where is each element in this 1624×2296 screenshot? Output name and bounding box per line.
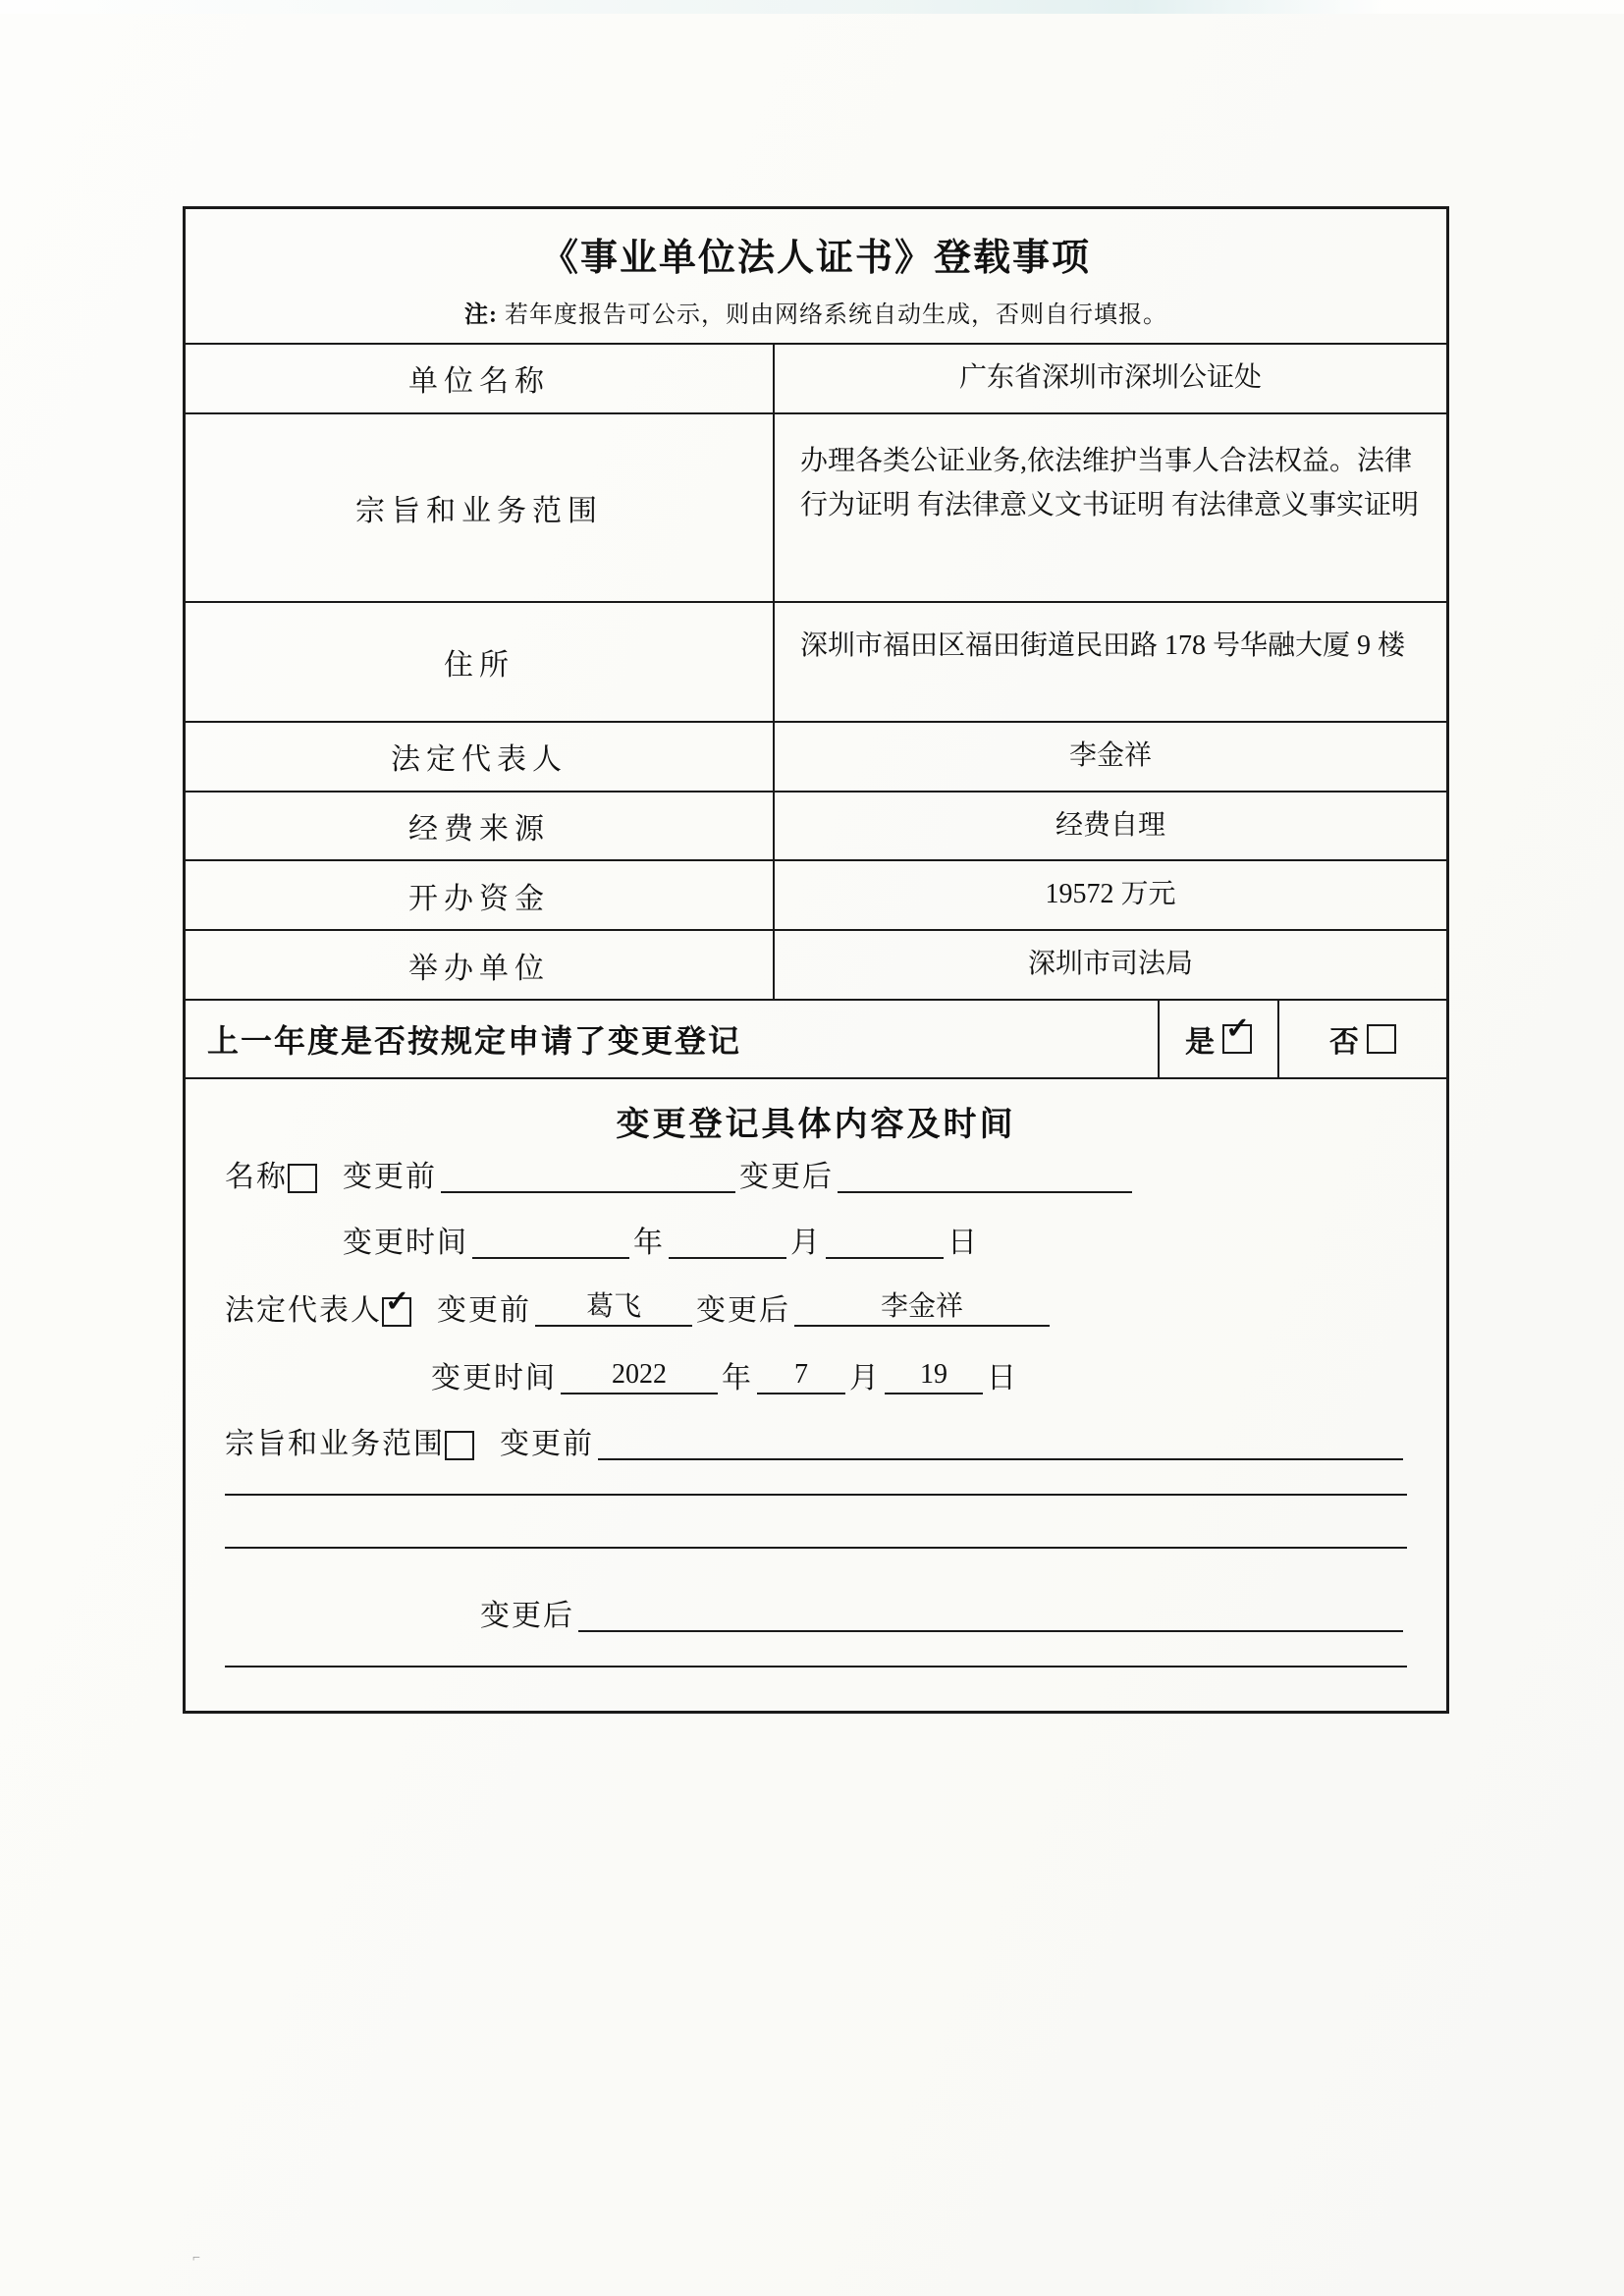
field-value-purpose-scope: 办理各类公证业务,依法维护当事人合法权益。法律行为证明 有法律意义文书证明 有法律意义事实证明	[800, 445, 1420, 520]
change-detail-body	[186, 1157, 1446, 1711]
change-scope-before-line-3[interactable]	[225, 1547, 1407, 1549]
change-name-row	[225, 1161, 1407, 1193]
checkbox-scope-icon[interactable]	[445, 1431, 474, 1460]
change-scope-before-line-2[interactable]	[225, 1494, 1407, 1496]
change-legal-rep-time-day[interactable]: 19	[885, 1360, 983, 1394]
field-label-address: 住所	[186, 603, 775, 721]
form-table	[183, 206, 1449, 1714]
change-legal-rep-after-label: 变更后	[696, 1293, 790, 1327]
change-name-before-value[interactable]	[441, 1189, 735, 1193]
change-detail-section	[186, 1079, 1446, 1711]
table-row	[186, 603, 1446, 723]
checkbox-no-icon[interactable]	[1367, 1024, 1396, 1054]
change-name-time-day[interactable]	[826, 1255, 944, 1259]
change-legal-rep-time-year-unit: 年	[722, 1361, 753, 1394]
change-legal-rep-time-month[interactable]: 7	[757, 1360, 845, 1394]
change-scope-after-row	[225, 1600, 1407, 1632]
change-legal-rep-time-label: 变更时间	[431, 1361, 557, 1394]
form-note-prefix: 注:	[464, 302, 498, 328]
change-name-label: 名称	[225, 1160, 288, 1193]
change-name-after-label: 变更后	[739, 1160, 834, 1193]
change-question-text: 上一年度是否按规定申请了变更登记	[186, 1001, 1160, 1077]
table-row	[186, 414, 1446, 603]
change-name-before-label: 变更前	[343, 1160, 437, 1193]
field-value-organizer: 深圳市司法局	[1027, 949, 1193, 980]
table-row	[186, 723, 1446, 793]
field-label-unit-name: 单位名称	[186, 345, 775, 412]
table-row	[186, 861, 1446, 931]
change-question-yes-option[interactable]	[1160, 1001, 1279, 1077]
form-note	[186, 295, 1446, 329]
change-legal-rep-label: 法定代表人	[225, 1293, 382, 1327]
field-label-purpose-scope: 宗旨和业务范围	[186, 414, 775, 601]
change-scope-after-label: 变更后	[480, 1599, 574, 1632]
field-label-organizer: 举办单位	[186, 931, 775, 999]
change-name-time-month-unit: 月	[790, 1226, 822, 1259]
change-scope-row	[225, 1428, 1407, 1460]
change-scope-label: 宗旨和业务范围	[225, 1427, 445, 1460]
change-legal-rep-time-month-unit: 月	[849, 1361, 881, 1394]
change-scope-before-value[interactable]	[598, 1456, 1403, 1460]
table-row	[186, 793, 1446, 862]
field-value-legal-rep: 李金祥	[1068, 739, 1152, 771]
field-value-address: 深圳市福田区福田街道民田路 178 号华融大厦 9 楼	[800, 629, 1406, 661]
change-name-after-value[interactable]	[838, 1189, 1132, 1193]
table-row	[186, 345, 1446, 414]
change-legal-rep-before-value[interactable]: 葛飞	[535, 1292, 692, 1327]
change-scope-after-line-2[interactable]	[225, 1666, 1407, 1667]
change-legal-rep-time-row	[225, 1360, 1407, 1394]
change-registration-question-row	[186, 1001, 1446, 1079]
change-question-no-option[interactable]	[1279, 1001, 1446, 1077]
change-question-no-label: 否	[1329, 1025, 1359, 1059]
change-name-time-day-unit: 日	[947, 1226, 979, 1259]
change-name-time-month[interactable]	[669, 1255, 786, 1259]
field-label-legal-rep: 法定代表人	[186, 723, 775, 791]
change-name-time-year[interactable]	[472, 1255, 629, 1259]
scan-footer-mark: ⌐	[192, 2251, 200, 2266]
change-scope-after-value[interactable]	[578, 1628, 1403, 1632]
title-block	[186, 209, 1446, 345]
checkbox-legal-rep-icon[interactable]	[382, 1297, 411, 1327]
page-title: 《事业单位法人证书》登载事项	[540, 238, 1091, 279]
change-section-title: 变更登记具体内容及时间	[616, 1106, 1016, 1143]
field-value-startup-capital: 19572 万元	[1045, 879, 1176, 910]
field-value-unit-name: 广东省深圳市深圳公证处	[958, 362, 1262, 393]
change-legal-rep-after-value[interactable]: 李金祥	[794, 1292, 1050, 1327]
checkbox-name-icon[interactable]	[288, 1164, 317, 1193]
change-name-time-row	[225, 1227, 1407, 1259]
checkbox-yes-icon[interactable]	[1222, 1024, 1252, 1054]
change-question-yes-label: 是	[1185, 1025, 1215, 1059]
change-legal-rep-time-day-unit: 日	[987, 1361, 1018, 1394]
form-note-text: 若年度报告可公示，则由网络系统自动生成，否则自行填报。	[498, 302, 1167, 328]
change-legal-rep-before-label: 变更前	[437, 1293, 531, 1327]
table-row	[186, 931, 1446, 1001]
field-label-startup-capital: 开办资金	[186, 861, 775, 929]
scan-edge	[0, 0, 1624, 14]
change-scope-before-label: 变更前	[500, 1427, 594, 1460]
field-value-funding-source: 经费自理	[1055, 809, 1165, 841]
change-name-time-label: 变更时间	[343, 1226, 468, 1259]
change-legal-rep-row	[225, 1292, 1407, 1327]
change-name-time-year-unit: 年	[633, 1226, 665, 1259]
change-legal-rep-time-year[interactable]: 2022	[561, 1360, 718, 1394]
field-label-funding-source: 经费来源	[186, 793, 775, 860]
